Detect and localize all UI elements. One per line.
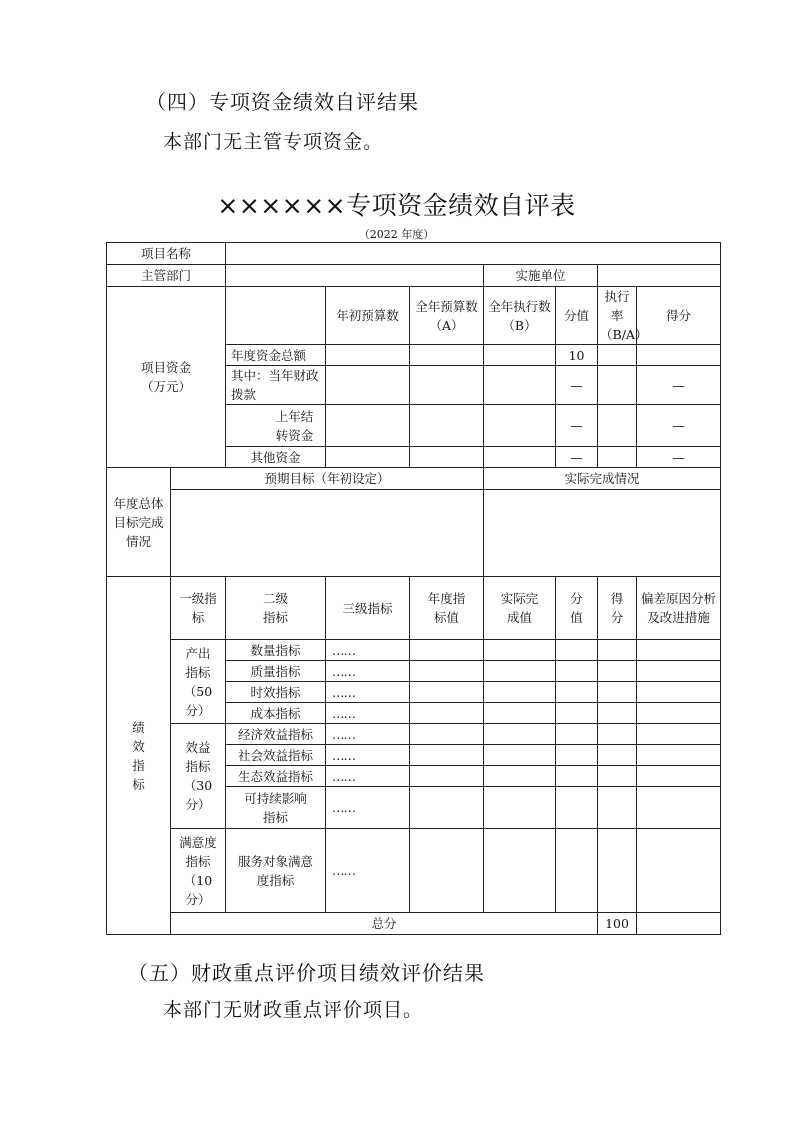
funds-label: 项目资金 bbox=[141, 360, 192, 375]
dept-cell bbox=[226, 265, 484, 287]
indicator-row bbox=[107, 829, 721, 913]
ellipsis: …… bbox=[326, 829, 410, 913]
dash: — bbox=[556, 366, 598, 405]
ellipsis: …… bbox=[326, 661, 410, 682]
indicator-label: 经济效益指标 bbox=[226, 724, 326, 745]
fund-carryover-label: 上年结转资金 bbox=[226, 405, 326, 447]
goal-content-row bbox=[107, 490, 721, 577]
dash: — bbox=[637, 447, 721, 468]
funds-label-cell bbox=[107, 287, 226, 468]
goal-expected-label: 预期目标（年初设定） bbox=[171, 468, 484, 490]
dash: — bbox=[637, 405, 721, 447]
project-name-label: 项目名称 bbox=[107, 243, 226, 265]
ellipsis: …… bbox=[326, 766, 410, 787]
funds-unit: （万元） bbox=[141, 379, 192, 394]
project-name-cell bbox=[226, 243, 721, 265]
indicator-label: 可持续影响指标 bbox=[226, 787, 326, 829]
total-label: 总分 bbox=[171, 913, 598, 935]
perf-col-deviation: 偏差原因分析及改进措施 bbox=[637, 577, 721, 640]
perf-header-row bbox=[107, 577, 721, 640]
section-5-text: 本部门无财政重点评价项目。 bbox=[163, 999, 424, 1021]
form-title: ××××××专项资金绩效自评表 bbox=[217, 191, 576, 220]
dept-label: 主管部门 bbox=[107, 265, 226, 287]
form-year: （2022 年度） bbox=[358, 228, 435, 241]
total-value: 100 bbox=[598, 913, 637, 935]
unit-label: 实施单位 bbox=[484, 265, 598, 287]
indicator-label: 时效指标 bbox=[226, 682, 326, 703]
ellipsis: …… bbox=[326, 745, 410, 766]
ellipsis: …… bbox=[326, 682, 410, 703]
perf-col-annual: 年度指标值 bbox=[410, 577, 484, 640]
perf-col-score: 得分 bbox=[598, 577, 637, 640]
indicator-label: 生态效益指标 bbox=[226, 766, 326, 787]
total-row bbox=[107, 913, 721, 935]
ellipsis: …… bbox=[326, 787, 410, 829]
indicator-row bbox=[107, 640, 721, 661]
perf-col-score-value: 分值 bbox=[556, 577, 598, 640]
perf-col-actual: 实际完成值 bbox=[484, 577, 556, 640]
dash: — bbox=[556, 447, 598, 468]
group-benefit: 效益指标（30分） bbox=[171, 724, 226, 829]
col-initial: 年初预算数 bbox=[326, 287, 410, 345]
indicator-label: 服务对象满意度指标 bbox=[226, 829, 326, 913]
fund-header-row bbox=[107, 287, 721, 345]
ellipsis: …… bbox=[326, 724, 410, 745]
section-5-heading: （五）财政重点评价项目绩效评价结果 bbox=[128, 961, 485, 985]
ellipsis: …… bbox=[326, 640, 410, 661]
dash: — bbox=[637, 366, 721, 405]
col-score: 得分 bbox=[637, 287, 721, 345]
department-row bbox=[107, 265, 721, 287]
indicator-label: 成本指标 bbox=[226, 703, 326, 724]
project-name-row bbox=[107, 243, 721, 265]
goal-actual-label: 实际完成情况 bbox=[484, 468, 721, 490]
group-satisfaction: 满意度指标（10分） bbox=[171, 829, 226, 913]
self-evaluation-table bbox=[106, 242, 721, 935]
fund-total-label: 年度资金总额 bbox=[226, 345, 326, 366]
group-output: 产出指标（50分） bbox=[171, 640, 226, 724]
indicator-label: 质量指标 bbox=[226, 661, 326, 682]
col-exec-rate: 执行率（B/A） bbox=[598, 287, 637, 345]
col-full-exec: 全年执行数（B） bbox=[484, 287, 556, 345]
section-4-heading: （四）专项资金绩效自评结果 bbox=[146, 90, 419, 114]
perf-col-l1: 一级指标 bbox=[171, 577, 226, 640]
indicator-row bbox=[107, 724, 721, 745]
fund-other-label: 其他资金 bbox=[226, 447, 326, 468]
goal-actual-cell bbox=[484, 490, 721, 577]
perf-col-l3: 三级指标 bbox=[326, 577, 410, 640]
dash: — bbox=[556, 405, 598, 447]
fund-current-label: 其中：当年财政拨款 bbox=[226, 366, 326, 405]
col-score-value: 分值 bbox=[556, 287, 598, 345]
indicator-label: 社会效益指标 bbox=[226, 745, 326, 766]
ellipsis: …… bbox=[326, 703, 410, 724]
indicator-label: 数量指标 bbox=[226, 640, 326, 661]
unit-cell bbox=[598, 265, 721, 287]
goal-label: 年度总体目标完成情况 bbox=[107, 468, 171, 577]
goal-header-row bbox=[107, 468, 721, 490]
perf-col-l2: 二级指标 bbox=[226, 577, 326, 640]
fund-total-score: 10 bbox=[556, 345, 598, 366]
section-4-text: 本部门无主管专项资金。 bbox=[163, 131, 384, 153]
fund-item-header bbox=[226, 287, 326, 345]
goal-expected-cell bbox=[171, 490, 484, 577]
col-full-budget: 全年预算数（A） bbox=[410, 287, 484, 345]
perf-label: 绩效指标 bbox=[107, 577, 171, 935]
